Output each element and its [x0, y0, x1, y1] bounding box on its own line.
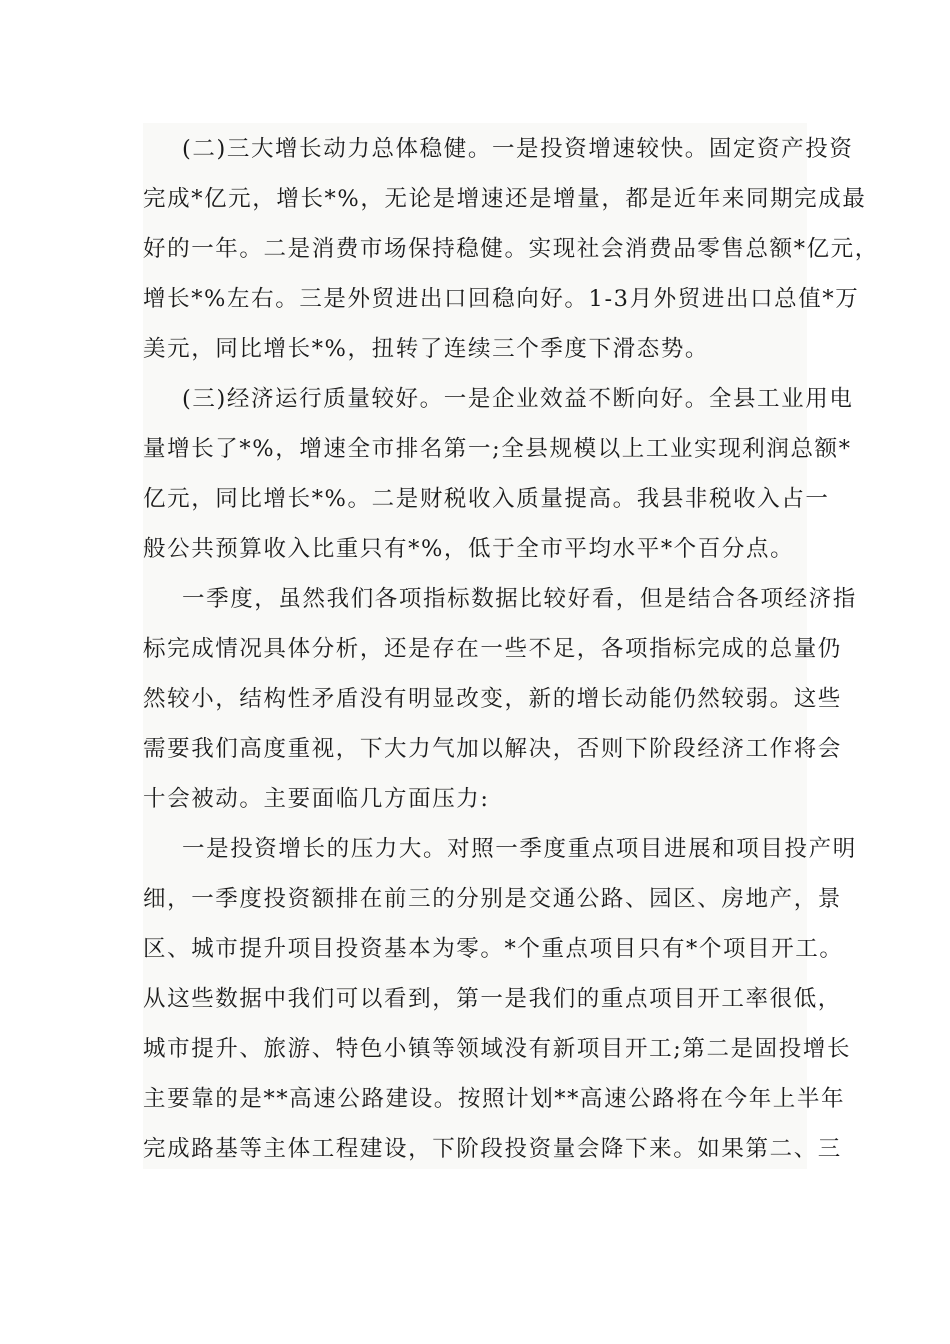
text-line: 城市提升、旅游、特色小镇等领域没有新项目开工;第二是固投增长 [143, 1036, 852, 1062]
text-line: (二)三大增长动力总体稳健。一是投资增速较快。固定资产投资 [182, 136, 854, 162]
text-line: 增长*%左右。三是外贸进出口回稳向好。1-3月外贸进出口总值*万 [143, 286, 860, 312]
text-line: 美元，同比增长*%，扭转了连续三个季度下滑态势。 [143, 336, 710, 362]
text-line: 十会被动。主要面临几方面压力: [143, 786, 490, 812]
text-line: 区、城市提升项目投资基本为零。*个重点项目只有*个项目开工。 [143, 936, 844, 962]
text-line: 需要我们高度重视，下大力气加以解决，否则下阶段经济工作将会 [143, 736, 842, 762]
text-line: 完成*亿元，增长*%，无论是增速还是增量，都是近年来同期完成最 [143, 186, 867, 212]
text-line: 般公共预算收入比重只有*%，低于全市平均水平*个百分点。 [143, 536, 795, 562]
document-body [143, 123, 879, 1169]
text-line: 量增长了*%，增速全市排名第一;全县规模以上工业实现利润总额* [143, 436, 852, 462]
text-line: 然较小，结构性矛盾没有明显改变，新的增长动能仍然较弱。这些 [143, 686, 842, 712]
text-line: (三)经济运行质量较好。一是企业效益不断向好。全县工业用电 [182, 386, 854, 412]
text-line: 完成路基等主体工程建设，下阶段投资量会降下来。如果第二、三 [143, 1136, 842, 1162]
text-line: 一是投资增长的压力大。对照一季度重点项目进展和项目投产明 [182, 836, 857, 862]
text-line: 从这些数据中我们可以看到，第一是我们的重点项目开工率很低， [143, 986, 842, 1012]
text-line: 细，一季度投资额排在前三的分别是交通公路、园区、房地产，景 [143, 886, 842, 912]
text-line: 亿元，同比增长*%。二是财税收入质量提高。我县非税收入占一 [143, 486, 830, 512]
text-line: 好的一年。二是消费市场保持稳健。实现社会消费品零售总额*亿元， [143, 236, 879, 262]
text-line: 一季度，虽然我们各项指标数据比较好看，但是结合各项经济指 [182, 586, 857, 612]
text-line: 主要靠的是**高速公路建设。按照计划**高速公路将在今年上半年 [143, 1086, 846, 1112]
text-line: 标完成情况具体分析，还是存在一些不足，各项指标完成的总量仍 [143, 636, 842, 662]
